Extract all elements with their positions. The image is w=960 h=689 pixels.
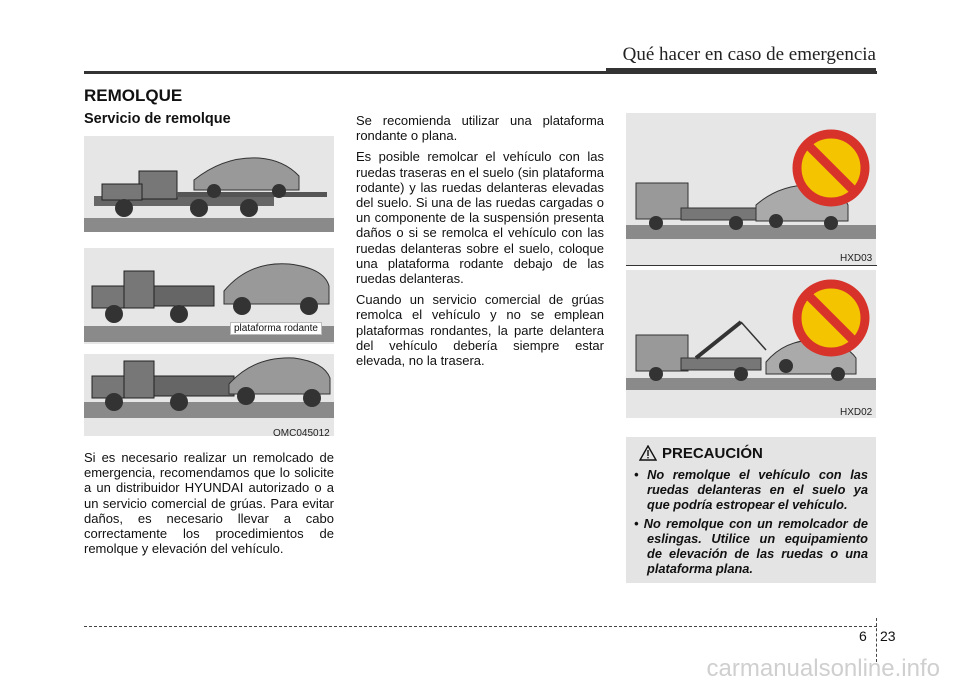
prohibition-icon [797, 134, 865, 202]
caution-item-text: No remolque el vehículo con las ruedas delanteras en el suelo ya que podría estropear el vehículo. [647, 467, 868, 512]
dolly-callout-label: plataforma rodante [230, 322, 322, 335]
page-number: 23 [880, 628, 896, 644]
figure-code-omc: OMC045012 [273, 428, 330, 439]
no-front-wheels-ground-illustration [626, 113, 876, 265]
warning-triangle-icon [639, 445, 657, 461]
caution-item-text: No remolque con un remolcador de eslingas. Utilice un equipamiento de elevación de las ruedas o una plataforma plana. [643, 516, 868, 576]
subsection-title: Servicio de remolque [84, 111, 231, 127]
col2-text [356, 113, 604, 374]
col2-paragraph: Es posible remolcar el vehículo con las ruedas traseras en el suelo (sin plataforma rodante) y las ruedas delanteras elevadas del suelo. Si una de las ruedas cargadas o un componente de la suspensión presenta daños o si se remolca el vehículo con las ruedas delanteras sobre el suelo, coloque una plataforma rodante debajo de las ruedas delanteras. [356, 149, 604, 287]
caution-box [626, 437, 876, 583]
footer-rule [84, 626, 877, 628]
figure-divider [626, 265, 877, 266]
caution-item: • No remolque el vehículo con las ruedas delanteras en el suelo ya que podría estropear el vehículo. [634, 467, 868, 512]
prohibition-icon [797, 284, 865, 352]
figure-code-hxd02: HXD02 [840, 407, 873, 418]
section-title: REMOLQUE [84, 86, 183, 105]
no-sling-tow-illustration [626, 270, 876, 418]
watermark: carmanualsonline.info [706, 655, 940, 682]
col2-paragraph: Cuando un servicio comercial de grúas remolca el vehículo y no se emplean plataformas rondantes, la parte delantera del vehículo debería siempre estar elevada, no la trasera. [356, 292, 604, 369]
caution-title: PRECAUCIÓN [662, 445, 763, 462]
col2-paragraph: Se recomienda utilizar una plataforma rondante o plana. [356, 113, 604, 144]
col1-paragraph: Si es necesario realizar un remolcado de emergencia, recomendamos que lo solicite a un distribuidor HYUNDAI autorizado o a un servicio comercial de grúas. Para evitar daños, es necesario llevar a cabo correctamente los procedimientos de remolque y elevación del vehículo. [84, 450, 334, 557]
caution-item: • No remolque con un remolcador de eslingas. Utilice un equipamiento de elevación de las ruedas o una plataforma plana. [634, 516, 868, 576]
header-chapter-title: Qué hacer en caso de emergencia [622, 44, 876, 65]
towing-methods-illustration [84, 136, 334, 436]
chapter-number: 6 [859, 628, 867, 644]
figure-code-hxd03: HXD03 [840, 253, 873, 264]
caution-list [634, 467, 868, 580]
header-rule-thick [606, 68, 876, 74]
